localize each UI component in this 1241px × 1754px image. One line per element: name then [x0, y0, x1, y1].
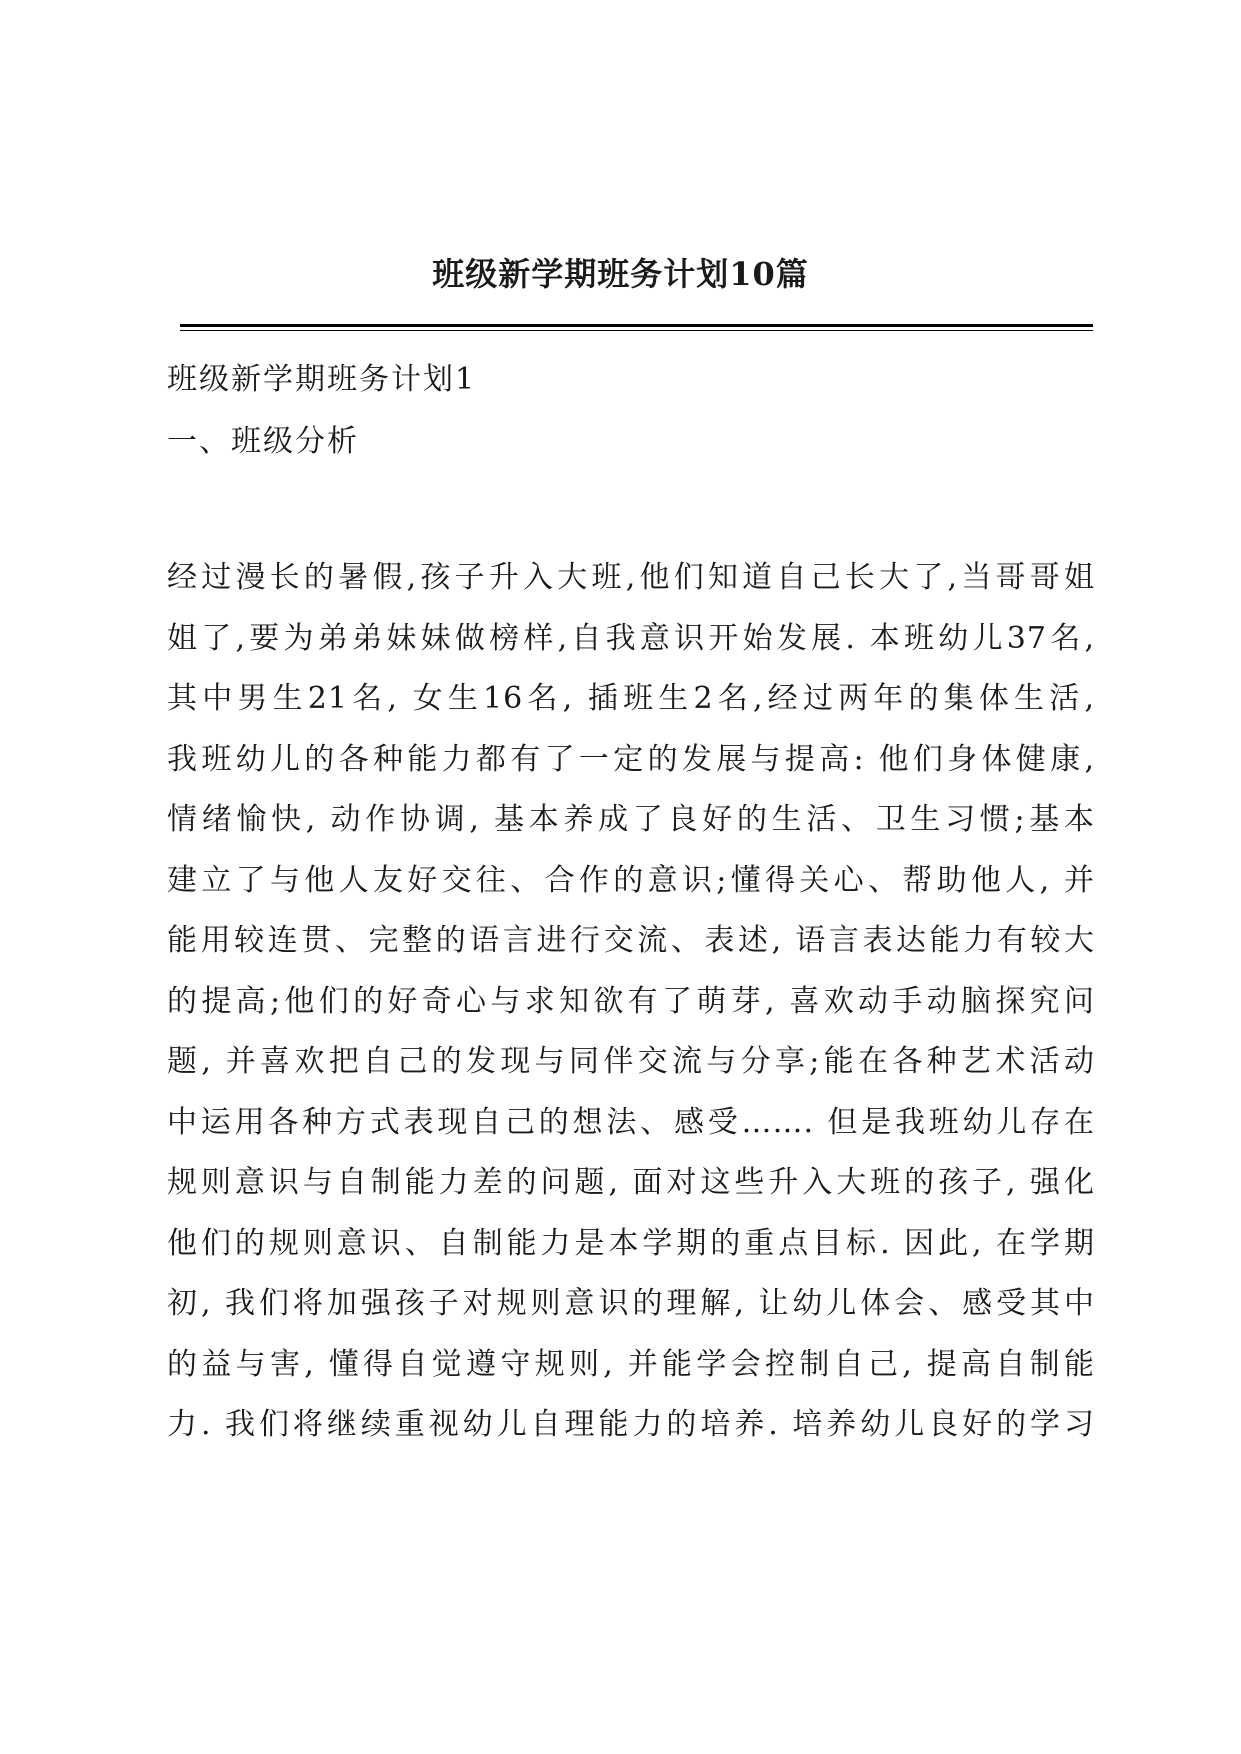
body-line: 其中男生21名, 女生16名, 插班生2名,经过两年的集体生活,	[167, 681, 1095, 716]
body-line: 建立了与他人友好交往、合作的意识;懂得关心、帮助他人, 并	[167, 862, 1095, 898]
title-rule-thick	[180, 324, 1093, 327]
body-line: 能用较连贯、完整的语言进行交流、表述, 语言表达能力有较大	[167, 923, 1095, 958]
document-title: 班级新学期班务计划10篇	[432, 255, 809, 293]
body-paragraph	[167, 548, 1095, 1456]
body-line: 初, 我们将加强孩子对规则意识的理解, 让幼儿体会、感受其中	[167, 1286, 1095, 1321]
body-line: 的益与害, 懂得自觉遵守规则, 并能学会控制自己, 提高自制能	[167, 1346, 1095, 1382]
body-line: 姐了,要为弟弟妹妹做榜样,自我意识开始发展. 本班幼儿37名,	[167, 620, 1095, 656]
title-rule-thin	[180, 330, 1093, 331]
section-heading: 一、班级分析	[167, 424, 359, 459]
body-line: 的提高;他们的好奇心与求知欲有了萌芽, 喜欢动手动脑探究问	[167, 983, 1095, 1019]
body-line: 中运用各种方式表现自己的想法、感受……. 但是我班幼儿存在	[167, 1104, 1095, 1140]
article-subtitle: 班级新学期班务计划1	[167, 362, 477, 397]
body-line: 我班幼儿的各种能力都有了一定的发展与提高: 他们身体健康,	[167, 741, 1095, 777]
body-line: 力. 我们将继续重视幼儿自理能力的培养. 培养幼儿良好的学习	[167, 1407, 1095, 1442]
body-line: 他们的规则意识、自制能力是本学期的重点目标. 因此, 在学期	[167, 1225, 1095, 1261]
body-line: 规则意识与自制能力差的问题, 面对这些升入大班的孩子, 强化	[167, 1165, 1095, 1200]
body-line: 题, 并喜欢把自己的发现与同伴交流与分享;能在各种艺术活动	[167, 1044, 1095, 1079]
body-line: 经过漫长的暑假,孩子升入大班,他们知道自己长大了,当哥哥姐	[167, 560, 1095, 595]
body-line: 情绪愉快, 动作协调, 基本养成了良好的生活、卫生习惯;基本	[167, 802, 1095, 837]
